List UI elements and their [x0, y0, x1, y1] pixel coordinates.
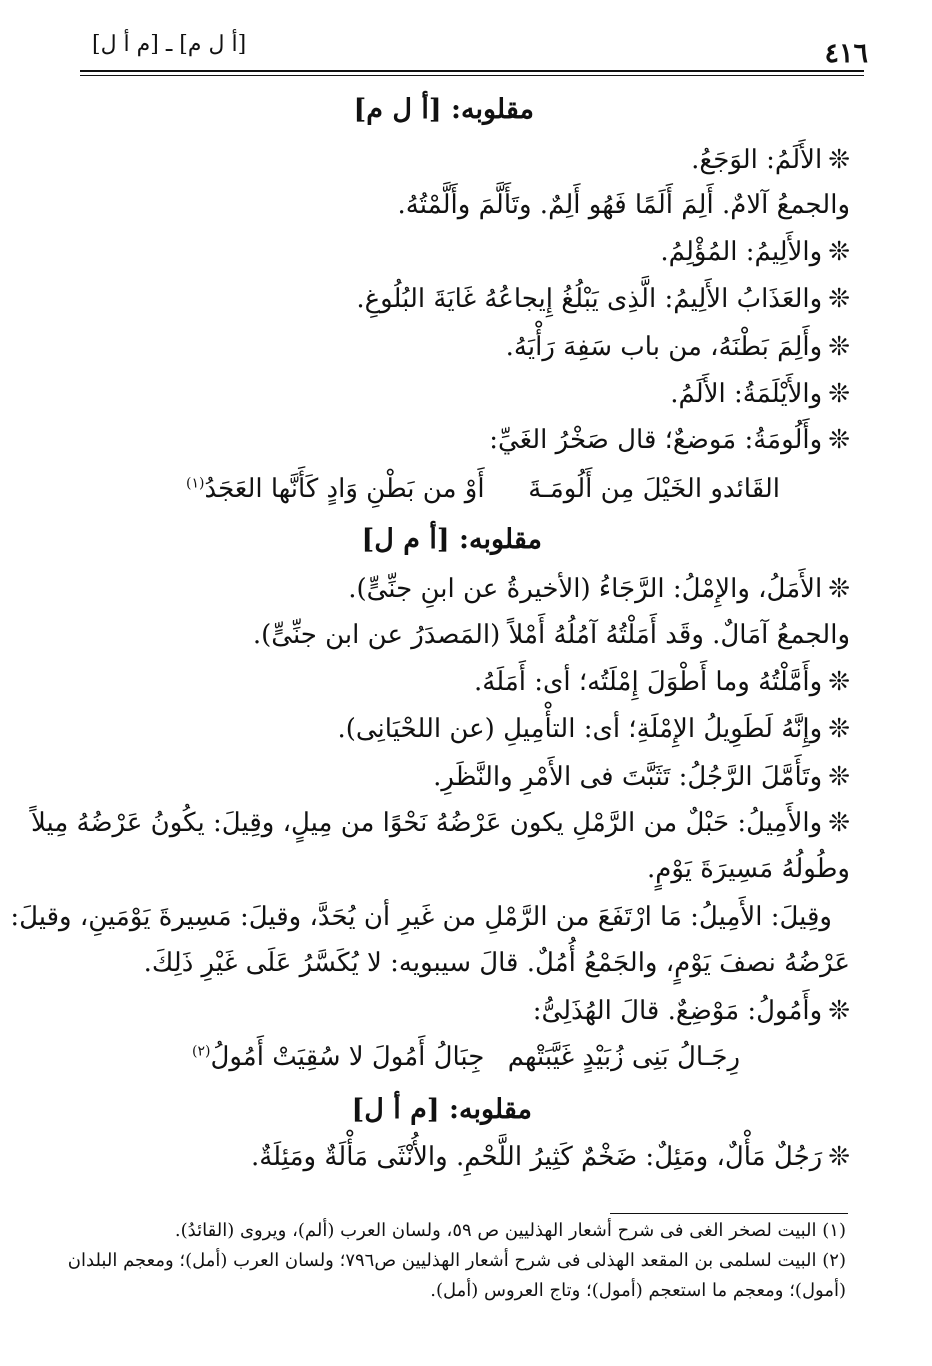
entry-line: ❊والأَلِيمُ: المُؤْلِمُ.	[660, 237, 850, 267]
entry-line: وطُولُهُ مَسِيرَةَ يَوْمٍ.	[646, 854, 850, 884]
bullet-icon: ❊	[828, 762, 850, 792]
entry-line: ❊وأَمَّلْتُهُ وما أَطْوَلَ إِمْلَتُه؛ أى: أَمَلَهُ.	[474, 667, 850, 697]
verse-hemistich-right: القَائدو الخَيْلَ مِن أَلُومَـةَ	[528, 474, 780, 504]
entry-line: ❊وأَلِمَ بَطْنَهُ، من باب سَفِهَ رَأْيَهُ.	[505, 332, 850, 362]
footnote-marker: (١)	[186, 475, 205, 492]
bullet-icon: ❊	[828, 284, 850, 314]
page-number: ٤١٦	[824, 38, 868, 69]
entry-line: وقِيلَ: الأَمِيلُ: مَا ارْتَفَعَ من الرَّمْلِ من غَيرِ أن يُحَدَّ، وقيلَ: مَسِيرةَ يَوْمَينِ، وقيلَ:	[10, 902, 832, 932]
entry-line: والجمعُ آلامٌ. أَلِمَ أَلَمًا فَهُو أَلِمٌ. وتَأَلَّمَ وأَلَّمْتُهُ.	[397, 190, 850, 220]
entry-line: والجمعُ آمَالٌ. وقَد أَمَلْتُهُ آمُلُهُ أَمْلاً (المَصدَرُ عن ابن جنِّىٍّ).	[252, 620, 850, 650]
entry-line: ❊وإِنَّهُ لَطَوِيلُ الإِمْلَةِ؛ أى: التأْمِيلِ (عن اللحْيَانِى).	[337, 714, 850, 744]
footnote-rule	[610, 1213, 848, 1214]
bullet-icon: ❊	[828, 1142, 850, 1172]
bullet-icon: ❊	[828, 667, 850, 697]
bullet-icon: ❊	[828, 425, 850, 455]
entry-line: ❊والأَمِيلُ: حَبْلٌ من الرَّمْلِ يكون عَرْضُهُ نَحْوًا من مِيلٍ، وقِيلَ: يكُونُ عَرْضُهُ مِيلاً	[30, 808, 850, 838]
verse-hemistich-left: أَوْ من بَطْنِ وَادٍ كَأَنَّها العَجَدُ$^{(١)}$	[186, 474, 485, 504]
header-rule	[80, 70, 864, 72]
bullet-icon: ❊	[828, 332, 850, 362]
bullet-icon: ❊	[828, 996, 850, 1026]
entry-line: ❊والعَذَابُ الأَلِيمُ: الَّذِى يَبْلُغُ إِيجاعُهُ غَايَةَ البُلُوغِ.	[356, 284, 850, 314]
header-rule-thin	[80, 75, 864, 76]
bullet-icon: ❊	[828, 574, 850, 604]
running-head: [أ ل م] ـ [م أ ل]	[92, 32, 247, 57]
bullet-icon: ❊	[828, 145, 850, 175]
section-heading-alm: مقلوبه: [أ ل م]	[353, 94, 534, 125]
bullet-icon: ❊	[828, 237, 850, 267]
verse-hemistich-left: جِبَالُ أَمُولَ لا سُقِيَتْ أَمُولُ$^{(٢)}$	[192, 1042, 485, 1072]
section-heading-aml: مقلوبه: [أ م ل]	[361, 524, 542, 555]
footnote-2-continued: (أمول)؛ ومعجم ما استعجم (أمول)؛ وتاج العروس (أمل).	[430, 1280, 846, 1301]
footnote-1: (١) البيت لصخر الغى فى شرح أشعار الهذليين ص ٥٩، ولسان العرب (ألم)، ويروى (القائدُ).	[174, 1220, 846, 1241]
bullet-icon: ❊	[828, 379, 850, 409]
bullet-icon: ❊	[828, 714, 850, 744]
entry-line: ❊وأَمُولُ: مَوْضِعٌ. قالَ الهُذَلِىُّ:	[532, 996, 850, 1026]
entry-line: عَرْضُهُ نصفَ يَوْمٍ، والجَمْعُ أُمُلٌ. قالَ سيبويه: لا يُكَسَّرُ عَلَى غَيْرِ ذَلِكَ.	[143, 948, 850, 978]
footnote-2: (٢) البيت لسلمى بن المقعد الهذلى فى شرح أشعار الهذليين ص٧٩٦؛ ولسان العرب (أمل)؛ ومعجم البلدان	[67, 1250, 846, 1271]
entry-line: ❊وأَلُومَةُ: مَوضعٌ؛ قال صَخْرُ الغَيِّ:	[489, 425, 850, 455]
verse-hemistich-right: رِجَـالُ بَنِى زُبَيْدٍ غَيَّبَتْهم	[507, 1042, 740, 1072]
section-heading-mal: مقلوبه: [م أ ل]	[351, 1094, 532, 1125]
entry-line: ❊وتَأَمَّلَ الرَّجُلُ: تَثَبَّتَ فى الأَمْرِ والنَّظَرِ.	[433, 762, 850, 792]
footnote-marker: (٢)	[192, 1043, 211, 1060]
bullet-icon: ❊	[828, 808, 850, 838]
entry-line: ❊والأَيْلَمَةُ: الأَلَمُ.	[670, 379, 850, 409]
entry-line: ❊رَجُلٌ مَأْلٌ، ومَئِلٌ: ضَخْمٌ كَثِيرُ اللَّحْمِ. والأُنْثَى مَأْلَةٌ ومَئِلَةٌ.	[250, 1142, 850, 1172]
entry-line: ❊الأَلَمُ: الوَجَعُ.	[691, 145, 850, 175]
entry-line: ❊الأَمَلُ، والإِمْلُ: الرَّجَاءُ (الأخيرةُ عن ابنِ جنِّىٍّ).	[348, 574, 850, 604]
